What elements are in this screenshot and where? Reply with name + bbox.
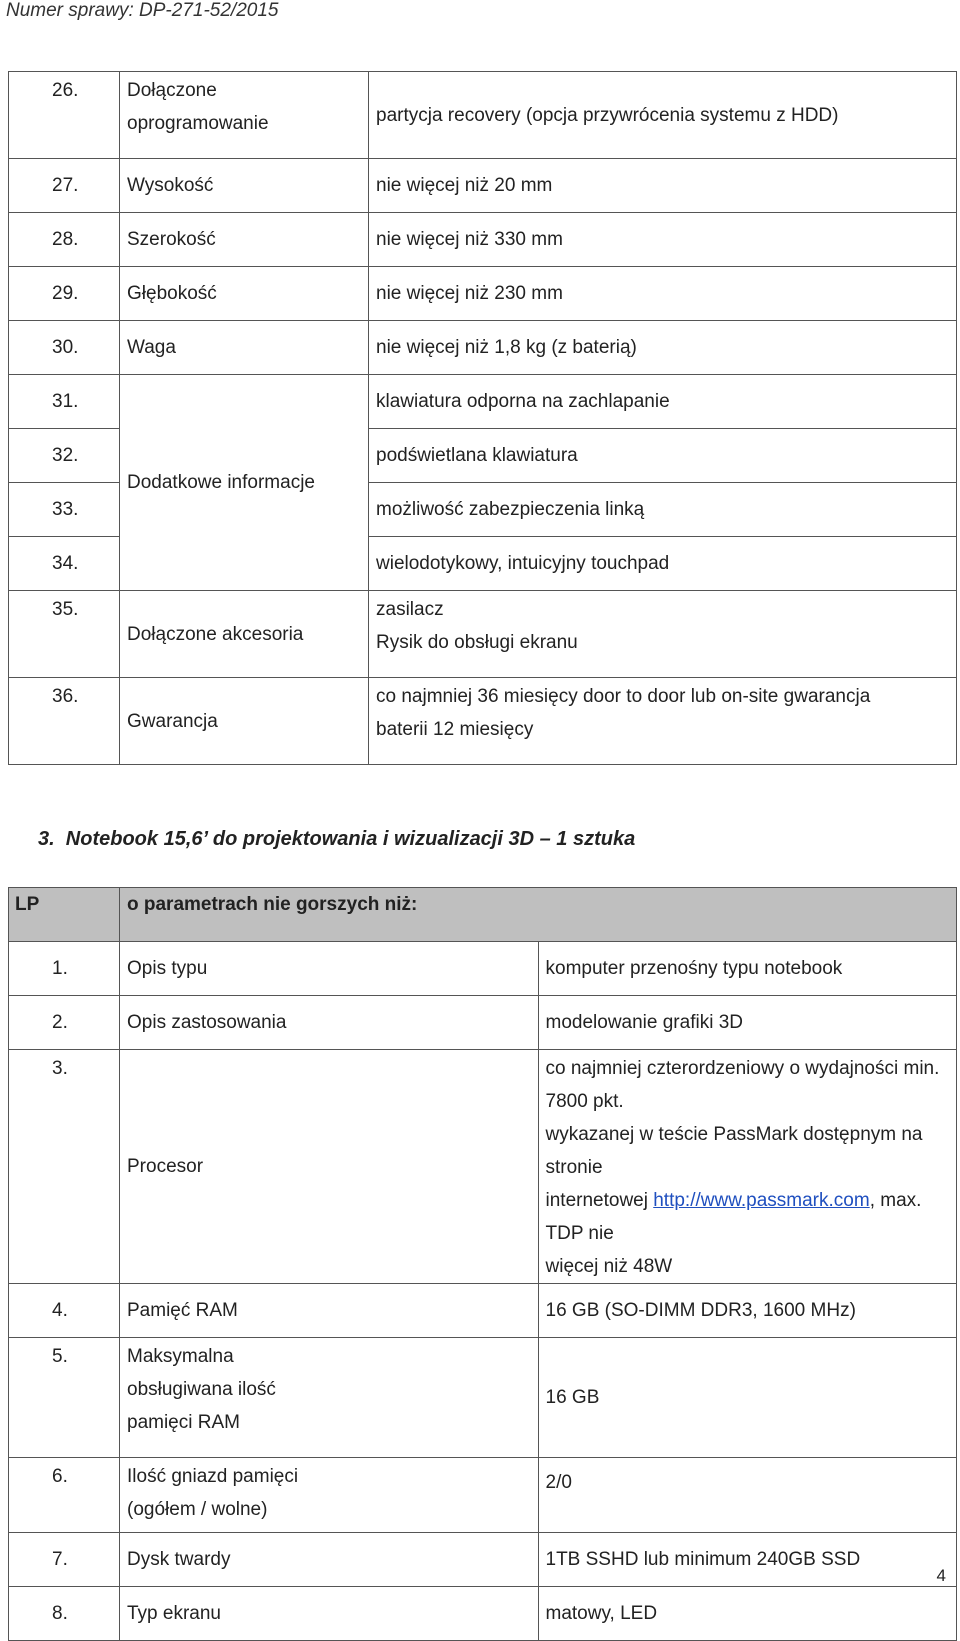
row-label: Dodatkowe informacje bbox=[127, 472, 315, 493]
table-row bbox=[9, 72, 957, 159]
row-number: 32. bbox=[52, 445, 79, 466]
case-number-header: Numer sprawy: DP-271-52/2015 bbox=[6, 0, 279, 21]
row-value: komputer przenośny typu notebook bbox=[545, 958, 843, 979]
row-label: Pamięć RAM bbox=[127, 1300, 238, 1321]
row-label: Procesor bbox=[127, 1156, 204, 1177]
row-number: 1. bbox=[52, 958, 68, 979]
table-row bbox=[9, 1338, 957, 1458]
row-value: podświetlana klawiatura bbox=[376, 445, 578, 466]
row-value: 16 GB (SO-DIMM DDR3, 1600 MHz) bbox=[545, 1300, 856, 1321]
row-label: Dysk twardy bbox=[127, 1549, 231, 1570]
row-number: 33. bbox=[52, 499, 79, 520]
row-label: Wysokość bbox=[127, 175, 214, 196]
spec-table bbox=[8, 887, 957, 1641]
row-number: 29. bbox=[52, 283, 79, 304]
table-row bbox=[9, 1533, 957, 1587]
row-label: Dołączone oprogramowanie bbox=[127, 80, 269, 134]
row-value: nie więcej niż 330 mm bbox=[376, 229, 563, 250]
row-value: nie więcej niż 20 mm bbox=[376, 175, 553, 196]
row-number: 26. bbox=[52, 80, 79, 101]
processor-text-end: , max. TDP nie więcej niż 48W bbox=[545, 1190, 922, 1277]
row-number: 28. bbox=[52, 229, 79, 250]
row-label: Głębokość bbox=[127, 283, 217, 304]
row-value: nie więcej niż 1,8 kg (z baterią) bbox=[376, 337, 637, 358]
row-number: 5. bbox=[52, 1346, 68, 1367]
row-number: 34. bbox=[52, 553, 79, 574]
row-number: 30. bbox=[52, 337, 79, 358]
row-label: Dołączone akcesoria bbox=[127, 623, 304, 645]
row-number: 27. bbox=[52, 175, 79, 196]
row-value: 1TB SSHD lub minimum 240GB SSD bbox=[545, 1549, 861, 1570]
row-label: Ilość gniazd pamięci (ogółem / wolne) bbox=[127, 1466, 299, 1520]
row-number: 2. bbox=[52, 1012, 68, 1033]
row-value: 2/0 bbox=[545, 1472, 572, 1493]
row-label: Szerokość bbox=[127, 229, 216, 250]
table-row bbox=[9, 1587, 957, 1641]
table-header-row bbox=[9, 888, 957, 942]
row-value: partycja recovery (opcja przywrócenia systemu z HDD) bbox=[376, 104, 839, 126]
row-number: 36. bbox=[52, 686, 79, 707]
section-title: 3. Notebook 15,6’ do projektowania i wizualizacji 3D – 1 sztuka bbox=[38, 828, 636, 850]
params-header: o parametrach nie gorszych niż: bbox=[127, 894, 418, 915]
table-row bbox=[9, 1458, 957, 1533]
row-number: 3. bbox=[52, 1058, 68, 1079]
row-value bbox=[539, 1050, 957, 1283]
table-row bbox=[9, 375, 957, 429]
table-row bbox=[9, 267, 957, 321]
row-value: zasilacz Rysik do obsługi ekranu bbox=[376, 599, 578, 653]
row-value: nie więcej niż 230 mm bbox=[376, 283, 563, 304]
processor-text-start: co najmniej czterordzeniowy o wydajności min. 7800 pkt. wykazanej w teście PassMark dostępnym na stronie internetowej bbox=[545, 1058, 940, 1211]
row-value: możliwość zabezpieczenia linką bbox=[376, 499, 645, 520]
table-row bbox=[9, 996, 957, 1050]
table-row bbox=[9, 159, 957, 213]
row-number: 35. bbox=[52, 599, 79, 620]
row-value: wielodotykowy, intuicyjny touchpad bbox=[376, 553, 670, 574]
row-number: 8. bbox=[52, 1603, 68, 1624]
row-number: 7. bbox=[52, 1549, 68, 1570]
row-label: Maksymalna obsługiwana ilość pamięci RAM bbox=[127, 1346, 276, 1433]
row-number: 4. bbox=[52, 1300, 68, 1321]
row-label: Opis typu bbox=[127, 958, 208, 979]
table-row bbox=[9, 321, 957, 375]
lp-header: LP bbox=[15, 894, 40, 915]
passmark-link[interactable]: http://www.passmark.com bbox=[653, 1190, 870, 1211]
table-row bbox=[9, 1284, 957, 1338]
row-value: modelowanie grafiki 3D bbox=[545, 1012, 743, 1033]
row-value: co najmniej 36 miesięcy door to door lub on-site gwarancja baterii 12 miesięcy bbox=[376, 686, 871, 740]
row-label: Gwarancja bbox=[127, 710, 218, 732]
merged-label-cell bbox=[120, 375, 369, 591]
row-number: 6. bbox=[52, 1466, 68, 1487]
page-number: 4 bbox=[936, 1566, 946, 1585]
table-row bbox=[9, 942, 957, 996]
row-value: matowy, LED bbox=[545, 1603, 658, 1624]
table-row bbox=[9, 1050, 957, 1284]
row-label: Opis zastosowania bbox=[127, 1012, 287, 1033]
table-row bbox=[9, 591, 957, 678]
row-number: 31. bbox=[52, 391, 79, 412]
row-value: 16 GB bbox=[545, 1387, 600, 1408]
table-row bbox=[9, 213, 957, 267]
row-label: Waga bbox=[127, 337, 176, 358]
row-value: klawiatura odporna na zachlapanie bbox=[376, 391, 670, 412]
table-row bbox=[9, 678, 957, 765]
spec-table-continued bbox=[8, 71, 957, 765]
row-label: Typ ekranu bbox=[127, 1603, 221, 1624]
